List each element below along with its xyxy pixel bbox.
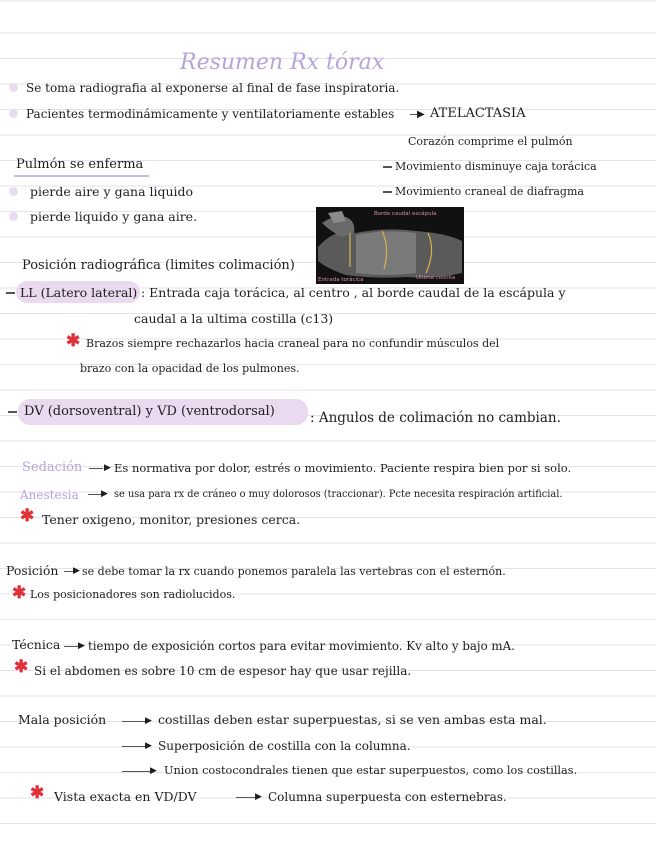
- note-line: pierde aire y gana liquido: [30, 184, 194, 199]
- asterisk-icon: ✱: [12, 583, 27, 603]
- atelactasia-point: Movimiento disminuye caja torácica: [395, 160, 597, 173]
- asterisk-icon: ✱: [20, 506, 35, 526]
- arrow-head-icon: ▶: [150, 766, 157, 776]
- note-line: : Angulos de colimación no cambian.: [310, 410, 561, 426]
- term-label: Mala posición: [18, 712, 107, 727]
- arrow-head-icon: ▶: [78, 641, 85, 651]
- dash-marker: [6, 292, 15, 294]
- term-label: Vista exacta en VD/DV: [54, 789, 197, 804]
- note-line: caudal a la ultima costilla (c13): [134, 311, 334, 326]
- arrow-head-icon: ▶: [145, 741, 152, 751]
- bullet-dot: [9, 109, 18, 118]
- note-line: brazo con la opacidad de los pulmones.: [80, 362, 300, 375]
- note-line: Columna superpuesta con esternebras.: [268, 790, 507, 804]
- arrow-icon: [88, 494, 102, 495]
- term-label: Anestesia: [20, 488, 79, 502]
- atelactasia-point: Movimiento craneal de diafragma: [395, 185, 584, 198]
- asterisk-icon: ✱: [14, 657, 29, 677]
- arrow-head-icon: ▶: [417, 109, 425, 120]
- term-label: Técnica: [12, 637, 61, 652]
- note-line: Pacientes termodinámicamente y ventilatoriamente estables: [26, 107, 395, 121]
- dash-marker: [383, 166, 392, 168]
- xray-label: Borde caudal escápula: [374, 211, 437, 217]
- term-label: Sedación: [22, 460, 83, 475]
- arrow-icon: [89, 468, 103, 469]
- view-tag: DV (dorsoventral) y VD (ventrodorsal): [24, 404, 275, 419]
- arrow-head-icon: ▶: [73, 566, 80, 576]
- note-line: Tener oxigeno, monitor, presiones cerca.: [42, 512, 301, 527]
- section-heading: Pulmón se enferma: [16, 157, 144, 172]
- heading-underline: [14, 175, 149, 177]
- note-line: Superposición de costilla con la columna.: [158, 739, 411, 753]
- thorax-xray-image: [316, 207, 464, 284]
- xray-figure: [316, 207, 464, 284]
- xray-label: Ultima costilla: [416, 275, 456, 281]
- dash-marker: [8, 411, 17, 413]
- arrow-icon: [122, 771, 152, 772]
- note-line: se usa para rx de cráneo o muy dolorosos (traccionar). Pcte necesita respiración artificial.: [114, 489, 563, 500]
- xray-label: Entrada torácica: [318, 277, 364, 283]
- note-line: Brazos siempre rechazarlos hacia craneal para no confundir músculos del: [86, 337, 500, 350]
- note-line: Union costocondrales tienen que estar superpuestos, como los costillas.: [164, 764, 578, 777]
- note-line: Se toma radiografia al exponerse al final de fase inspiratoria.: [26, 81, 400, 95]
- note-line: tiempo de exposición cortos para evitar movimiento. Kv alto y bajo mA.: [88, 639, 515, 653]
- atelactasia-label: ATELACTASIA: [430, 106, 526, 121]
- page-title: Resumen Rx tórax: [180, 50, 385, 75]
- bullet-dot: [9, 187, 18, 196]
- dash-marker: [383, 191, 392, 193]
- arrow-head-icon: ▶: [104, 463, 111, 473]
- arrow-head-icon: ▶: [145, 716, 152, 726]
- note-line: se debe tomar la rx cuando ponemos paralela las vertebras con el esternón.: [82, 565, 506, 578]
- view-tag: LL (Latero lateral): [20, 285, 138, 300]
- note-line: : Entrada caja torácica, al centro , al borde caudal de la escápula y: [141, 285, 566, 300]
- asterisk-icon: ✱: [66, 331, 81, 351]
- term-label: Posición: [6, 563, 59, 578]
- bullet-dot: [9, 212, 18, 221]
- note-line: Si el abdomen es sobre 10 cm de espesor hay que usar rejilla.: [34, 664, 412, 678]
- asterisk-icon: ✱: [30, 783, 45, 803]
- note-line: Los posicionadores son radiolucidos.: [30, 588, 236, 601]
- arrow-head-icon: ▶: [255, 792, 262, 802]
- arrow-head-icon: ▶: [101, 489, 108, 499]
- bullet-dot: [9, 83, 18, 92]
- note-line: Es normativa por dolor, estrés o movimiento. Paciente respira bien por si solo.: [114, 461, 572, 475]
- atelactasia-point: Corazón comprime el pulmón: [408, 135, 573, 148]
- section-heading: Posición radiográfica (limites colimación): [22, 258, 295, 273]
- note-line: pierde liquido y gana aire.: [30, 209, 198, 224]
- note-line: costillas deben estar superpuestas, si se ven ambas esta mal.: [158, 712, 547, 727]
